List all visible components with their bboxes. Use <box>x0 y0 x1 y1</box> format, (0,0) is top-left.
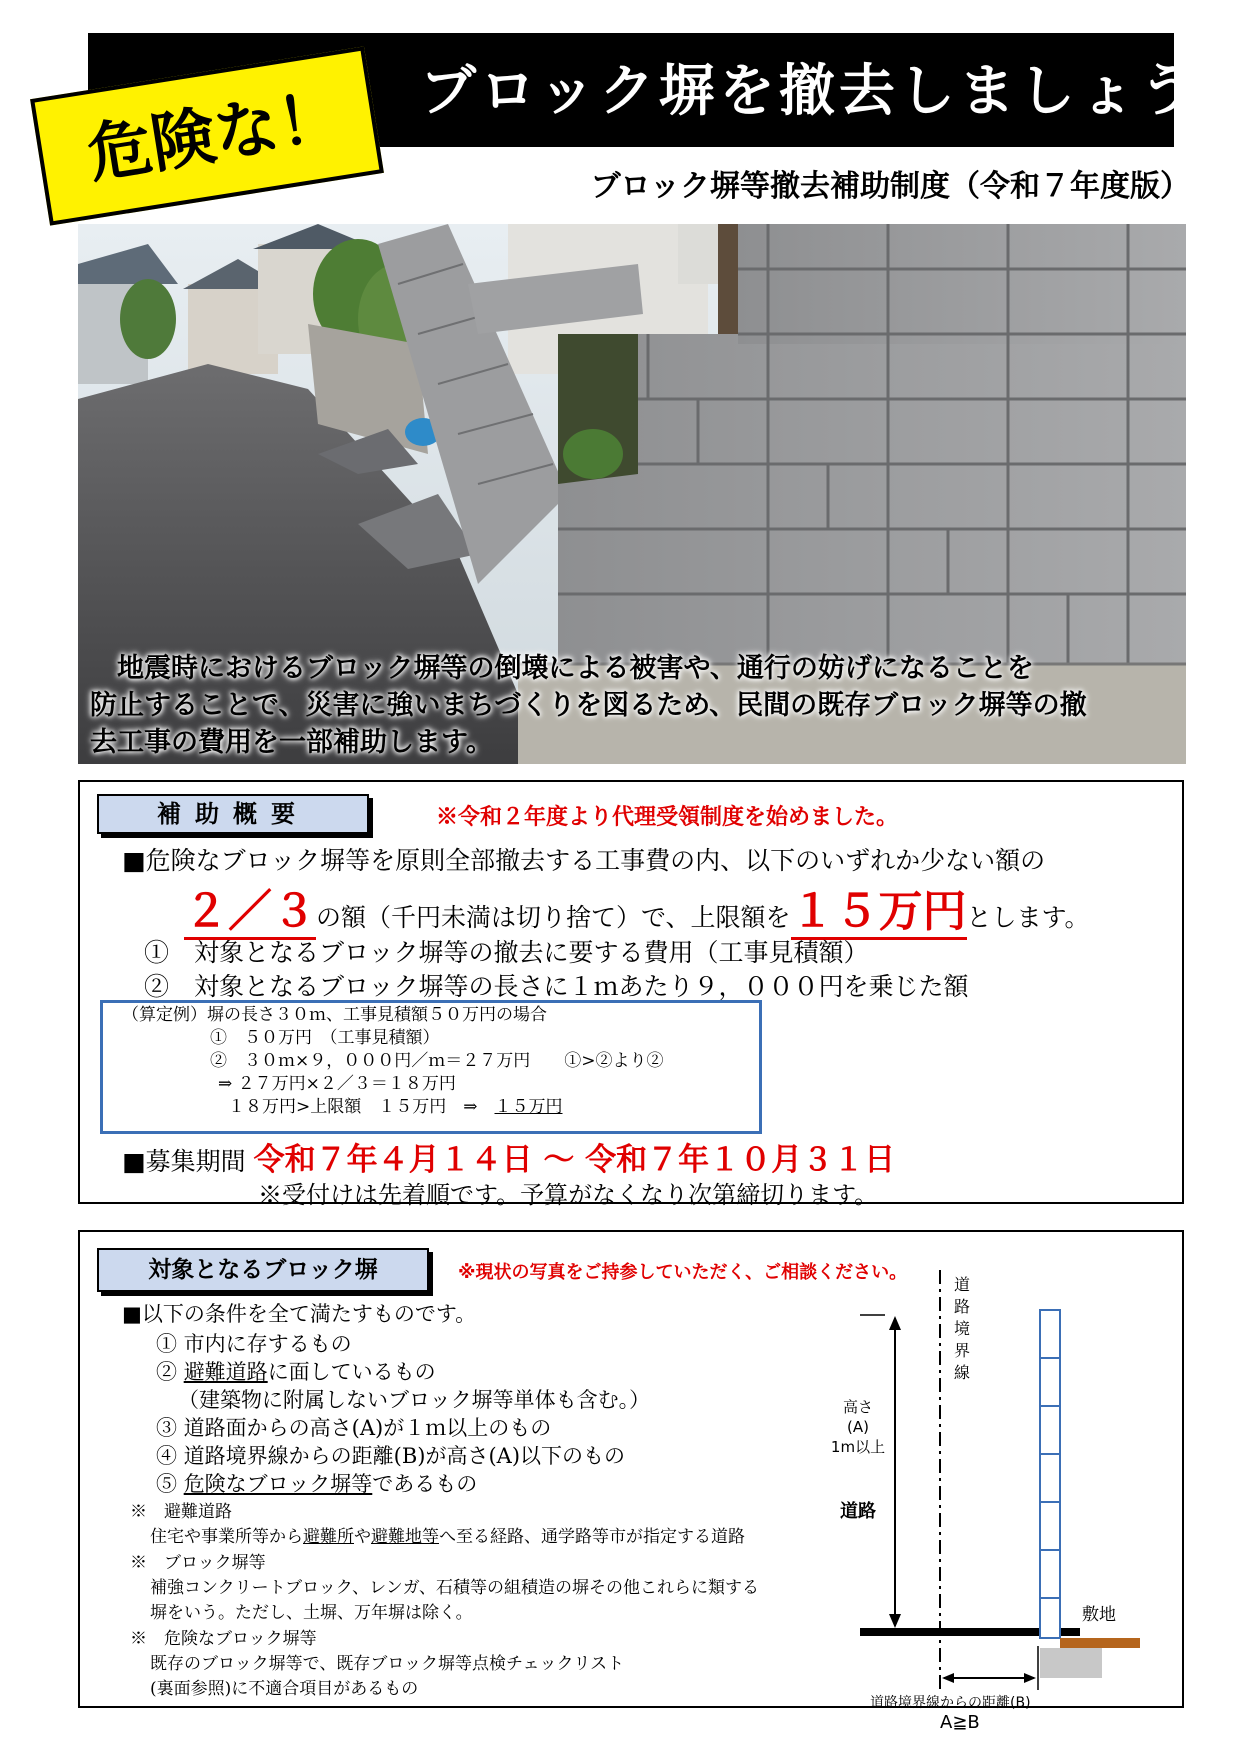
danger-badge-text: 危険な！ <box>82 79 348 193</box>
subsidy-limit: １５万円 <box>791 886 967 940</box>
note-dangerous-wall-line-2: (裏面参照)に不適合項目があるもの <box>150 1679 419 1699</box>
overview-item-2: ② 対象となるブロック塀等の長さに１ｍあたり９，０００円を乗じた額 <box>144 972 969 1001</box>
subsidy-ratio-text: の額（千円未満は切り捨て）で、上限額を <box>316 903 791 932</box>
note-dangerous-wall-heading: ※ 危険なブロック塀等 <box>130 1629 317 1649</box>
condition-5 <box>156 1470 756 1498</box>
note-block-wall-line-1: 補強コンクリートブロック、レンガ、石積等の組積造の塀その他これらに類する <box>150 1578 760 1598</box>
proxy-receipt-notice: ※令和２年度より代理受領制度を始めました。 <box>436 804 899 830</box>
site-label: 敷地 <box>1082 1605 1116 1625</box>
condition-5-num: ⑤ <box>156 1472 184 1496</box>
note1-shelter: 避難所 <box>303 1527 354 1547</box>
wall-foundation <box>1040 1648 1102 1678</box>
condition-2-text: に面しているもの <box>267 1360 436 1384</box>
caption-line-3: 去工事の費用を一部補助します。 <box>90 727 493 758</box>
period-dates: 令和７年４月１４日 ～ 令和７年１０月３１日 <box>253 1142 896 1178</box>
note1-pre: 住宅や事業所等から <box>150 1527 303 1547</box>
target-label: 対象となるブロック塀 <box>97 1248 429 1292</box>
road-label: 道路 <box>840 1501 876 1522</box>
boundary-char-2: 路 <box>954 1297 971 1316</box>
note-evac-road-body <box>150 1525 850 1550</box>
calc-line-4 <box>228 1096 748 1119</box>
subtitle: ブロック塀等撤去補助制度（令和７年度版） <box>590 169 1190 204</box>
note1-post: へ至る経路、通学路等市が指定する道路 <box>439 1527 745 1547</box>
calc-line-1: ① ５０万円 （工事見積額） <box>210 1028 440 1048</box>
note-block-wall-line-2: 塀をいう。ただし、土塀、万年塀は除く。 <box>150 1603 473 1623</box>
condition-1: ① 市内に存するもの <box>156 1332 352 1356</box>
condition-4: ④ 道路境界線からの距離(B)が高さ(A)以下のもの <box>156 1444 626 1468</box>
height-label-3: 1m以上 <box>830 1438 886 1456</box>
note1-evac-area: 避難地等 <box>371 1527 439 1547</box>
condition-2-num: ② <box>156 1360 184 1384</box>
height-label-2: (A) <box>847 1418 869 1436</box>
condition-2-sub: （建築物に附属しないブロック塀等単体も含む。） <box>178 1388 651 1412</box>
subsidy-ratio: ２／３ <box>184 886 316 940</box>
calc-result: １５万円 <box>494 1097 563 1117</box>
caption-line-1: 地震時におけるブロック塀等の倒壊による被害や、通行の妨げになることを <box>90 653 1034 684</box>
note-block-wall-heading: ※ ブロック塀等 <box>130 1553 266 1573</box>
overview-lead: ■危険なブロック塀等を原則全部撤去する工事費の内、以下のいずれか少ない額の <box>122 846 1046 875</box>
note1-mid: や <box>354 1527 371 1547</box>
subsidy-rate-line <box>184 884 1174 940</box>
overview-label: 補助概要 <box>97 794 369 834</box>
boundary-char-4: 界 <box>954 1341 971 1360</box>
dangerous-wall-term: 危険なブロック塀等 <box>183 1472 373 1496</box>
distance-label: 道路境界線からの距離(B) <box>870 1695 1031 1711</box>
calc-line-2: ② ３０ｍ×９，０００円／ｍ＝２７万円 ①>②より② <box>210 1051 664 1071</box>
subsidy-limit-text: とします。 <box>966 903 1090 932</box>
period-note: ※受付けは先着順です。予算がなくなり次第締切ります。 <box>258 1181 879 1209</box>
formula: A≧B <box>940 1712 980 1733</box>
period-label: ■募集期間 <box>122 1147 246 1176</box>
overview-item-1: ① 対象となるブロック塀等の撤去に要する費用（工事見積額） <box>144 938 869 967</box>
calc-heading: （算定例）塀の長さ３０ｍ、工事見積額５０万円の場合 <box>122 1005 547 1025</box>
condition-5-text: であるもの <box>372 1472 478 1496</box>
site-ground <box>1060 1638 1140 1648</box>
boundary-char-3: 境 <box>954 1319 971 1338</box>
caption-line-2: 防止することで、災害に強いまちづくりを図るため、民間の既存ブロック塀等の撤 <box>90 690 1087 721</box>
evac-road-term: 避難道路 <box>183 1360 268 1384</box>
boundary-char-1: 道 <box>954 1275 971 1294</box>
condition-3: ③ 道路面からの高さ(A)が１ｍ以上のもの <box>156 1416 552 1440</box>
boundary-char-5: 線 <box>954 1363 971 1382</box>
condition-2 <box>156 1358 756 1386</box>
calc-line-4-text: １８万円>上限額 １５万円 ⇒ <box>228 1097 495 1117</box>
photo-caption <box>78 650 1186 764</box>
note-evac-road-heading: ※ 避難道路 <box>130 1502 232 1522</box>
height-label-1: 高さ <box>842 1398 874 1416</box>
photo-notice: ※現状の写真をご持参していただく、ご相談ください。 <box>458 1262 908 1283</box>
target-lead: ■以下の条件を全て満たすものです。 <box>122 1302 477 1326</box>
note-dangerous-wall-line-1: 既存のブロック塀等で、既存ブロック塀等点検チェックリスト <box>150 1654 625 1674</box>
wall-height-diagram <box>820 1250 1170 1700</box>
calc-line-3: ⇒ ２７万円×２／３＝１８万円 <box>218 1074 456 1094</box>
block-wall <box>1040 1310 1060 1638</box>
application-period <box>122 1138 1172 1182</box>
page-title: ブロック塀を撤去しましょう <box>420 59 1199 124</box>
